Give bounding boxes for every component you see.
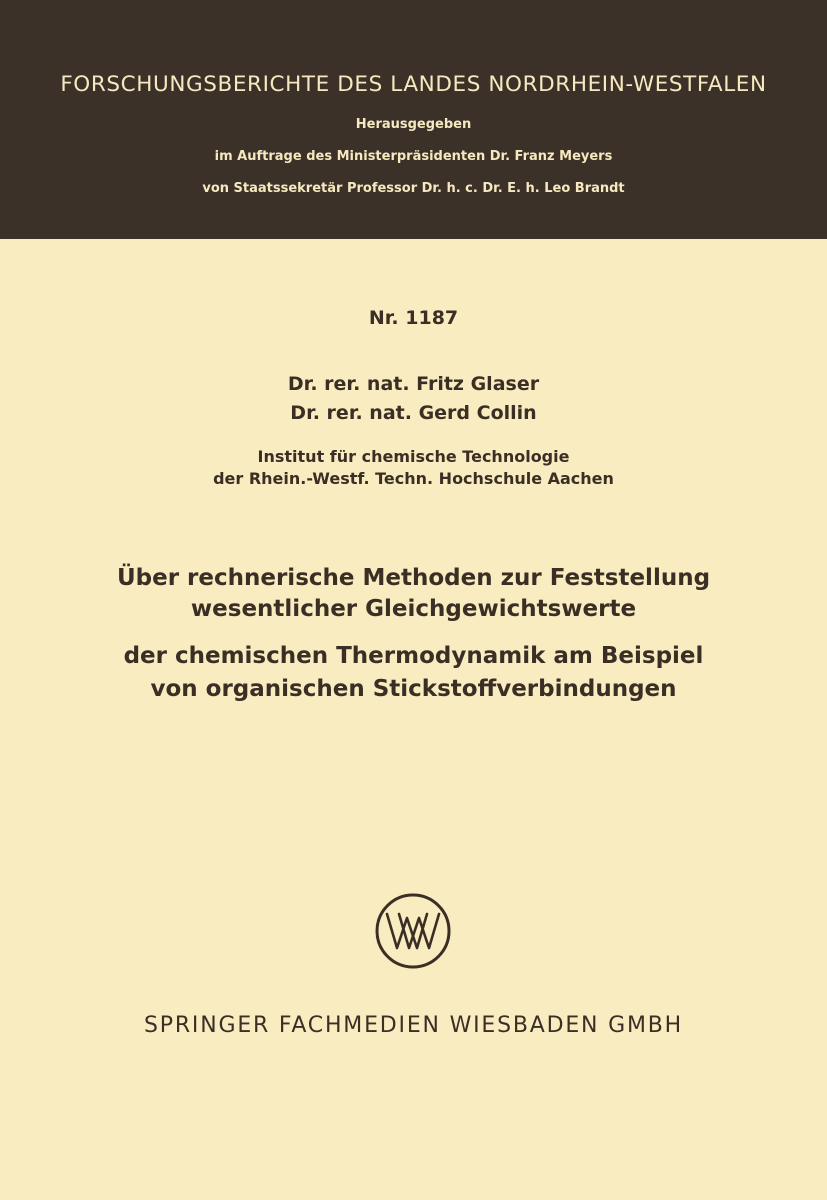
editor-commission: im Auftrage des Ministerpräsidenten Dr. Franz Meyers bbox=[214, 149, 613, 164]
editor-name: von Staatssekretär Professor Dr. h. c. Dr. E. h. Leo Brandt bbox=[202, 181, 625, 196]
title-line-4: von organischen Stickstoffverbindungen bbox=[150, 676, 677, 702]
institution-line-1: Institut für chemische Technologie bbox=[257, 447, 570, 466]
author-1: Dr. rer. nat. Fritz Glaser bbox=[287, 373, 540, 395]
institution-line-2: der Rhein.-Westf. Techn. Hochschule Aachen bbox=[213, 469, 614, 488]
title-line-2: wesentlicher Gleichgewichtswerte bbox=[190, 596, 637, 622]
ww-publisher-logo-icon bbox=[374, 892, 452, 970]
author-2: Dr. rer. nat. Gerd Collin bbox=[290, 402, 537, 424]
title-line-1: Über rechnerische Methoden zur Feststellung bbox=[116, 565, 711, 591]
series-title: FORSCHUNGSBERICHTE DES LANDES NORDRHEIN-WESTFALEN bbox=[60, 72, 767, 97]
title-line-3: der chemischen Thermodynamik am Beispiel bbox=[123, 643, 704, 669]
header-band bbox=[0, 0, 827, 239]
editor-label: Herausgegeben bbox=[355, 117, 472, 132]
publisher-name: SPRINGER FACHMEDIEN WIESBADEN GMBH bbox=[144, 1013, 683, 1038]
report-number: Nr. 1187 bbox=[368, 307, 459, 329]
